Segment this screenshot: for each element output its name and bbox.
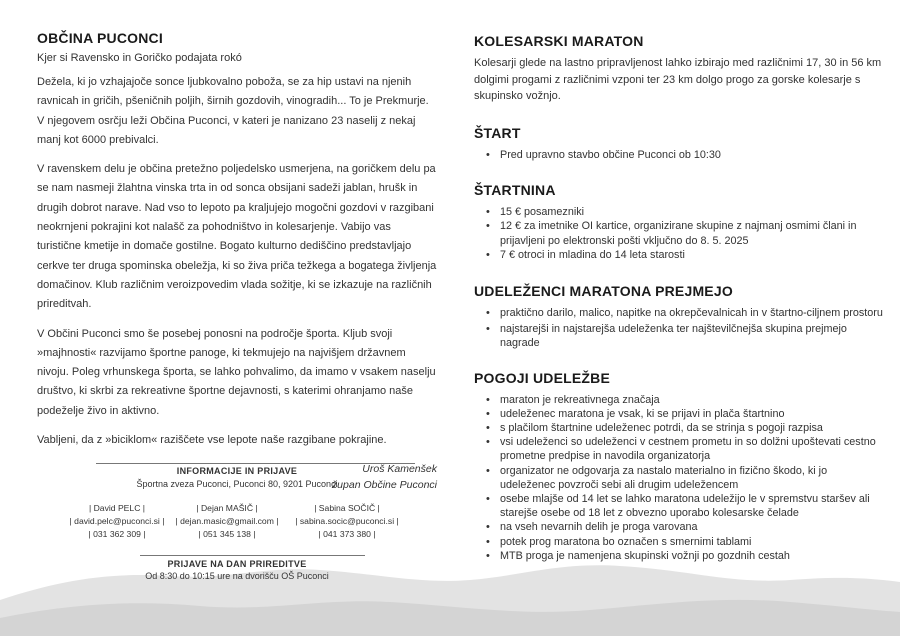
- info-title: INFORMACIJE IN PRIJAVE: [176, 466, 298, 476]
- contact-item: [68, 502, 166, 541]
- fee-list: [474, 205, 884, 263]
- paragraph-3: V Občini Puconci smo še posebej ponosni na področje športa. Kljub svoji »majhnosti« razvijamo športne panoge, ki tekmujejo na najvišjem državnem nivoju. Poleg vrhunskega športa, se lahko pohvalimo, da imamo v vsakem naselju društvo, ki skrbi za rekreativne športne dejavnosti, s katerimi ohranjamo naše podeželje živo in aktivno.: [37, 327, 436, 417]
- receive-title: UDELEŽENCI MARATONA PREJMEJO: [474, 282, 733, 299]
- fee-title: ŠTARTNINA: [474, 181, 556, 198]
- list-item: • osebe mlajše od 14 let se lahko maratona udeležijo le v spremstvu staršev ali starejše osebe od 18 let z obvezno uporabo kolesarske čelade: [484, 492, 884, 520]
- left-column: [37, 30, 437, 493]
- contact-item: [288, 502, 406, 541]
- list-item: • 12 € za imetnike OI kartice, organizirane skupine z najmanj osmimi člani in prijavljeni po elektronski pošti vključno do 8. 5. 2025: [484, 219, 884, 248]
- contact-email: | dejan.masic@gmail.com |: [175, 516, 279, 526]
- right-column: [474, 33, 884, 563]
- start-title: ŠTART: [474, 124, 521, 141]
- conditions-list: [474, 393, 884, 563]
- signature-name: Uroš Kamenšek: [362, 463, 437, 476]
- receive-section: [474, 283, 884, 350]
- start-list: [474, 148, 884, 162]
- list-item: • 7 € otroci in mladina do 14 leta starosti: [484, 248, 884, 263]
- info-block: [37, 466, 437, 541]
- paragraph-2: V ravenskem delu je občina pretežno poljedelsko usmerjena, na goričkem delu pa se nam nasmeji žlahtna vinska trta in od sonca obsijani sadeži jablan, hrušk in drugih dobrot narave. Nad vso to lepoto pa kraljujejo mogočni gozdovi v razgibani neokrnjeni pokrajini kot nalašč za pohodništvo in kolesarjenje. Vabijo vas turistične kmetije in domače gostilne. Bogato kulturno dediščino predstavljajo cerkve ter druga spominska obeležja, ki so živa priča težkega a bogatega življenja domačinov. Klub različnim veroizpovedim vlada sožitje, ki se izkazuje na različnih prireditvah.: [37, 163, 437, 311]
- contact-email: | david.pelc@puconci.si |: [69, 516, 165, 526]
- day-registration-text: Od 8:30 do 10:15 ure na dvorišču OŠ Puconci: [145, 571, 329, 581]
- fee-section: [474, 182, 884, 263]
- contact-item: [172, 502, 282, 541]
- paragraph-1: Dežela, ki jo vzhajajoče sonce ljubkovalno poboža, se za hip ustavi na njenih ravnicah in gričih, pšeničnih poljih, širnih gozdovih, vinogradih... To je Prekmurje. V njegovem osrčju leži Občina Puconci, v kateri je nanizano 23 naselij z nekaj manj kot 6000 prebivalci.: [37, 76, 429, 146]
- contacts: [37, 502, 437, 541]
- contact-email: | sabina.socic@puconci.si |: [295, 516, 399, 526]
- list-item: • MTB proga je namenjena skupinski vožnji po gozdnih cestah: [484, 549, 884, 563]
- signature-role: župan Občine Puconci: [331, 479, 437, 492]
- conditions-section: [474, 370, 884, 563]
- list-item: • potek prog maratona bo označen s smernimi tablami: [484, 535, 884, 549]
- contact-name: | David PELC |: [88, 503, 146, 513]
- marathon-title: KOLESARSKI MARATON: [474, 33, 644, 49]
- list-item: • Pred upravno stavbo občine Puconci ob 10:30: [484, 148, 884, 162]
- day-registration-title: PRIJAVE NA DAN PRIREDITVE: [167, 559, 307, 569]
- receive-list: [474, 306, 884, 350]
- list-item: • vsi udeleženci so udeleženci v cestnem prometu in so dolžni upoštevati cestno prometne predpise in navodila organizatorja: [484, 435, 884, 463]
- list-item: • praktično darilo, malico, napitke na okrepčevalnicah in v štartno-ciljnem prostoru: [484, 306, 884, 320]
- list-item: • najstarejši in najstarejša udeleženka ter najštevilčnejša skupina prejmejo nagrade: [484, 322, 884, 350]
- contact-phone: | 051 345 138 |: [198, 529, 256, 539]
- contact-name: | Sabina SOČIČ |: [314, 503, 380, 513]
- list-item: • udeleženec maratona je vsak, ki se prijavi in plača štartnino: [484, 407, 884, 421]
- divider-top: [96, 463, 415, 464]
- list-item: • maraton je rekreativnega značaja: [484, 393, 884, 407]
- list-item: • na vseh nevarnih delih je proga varovana: [484, 520, 884, 534]
- left-title: OBČINA PUCONCI: [37, 30, 163, 46]
- contact-name: | Dejan MAŠIČ |: [196, 503, 258, 513]
- marathon-intro: Kolesarji glede na lastno pripravljenost lahko izbirajo med različnimi 17, 30 in 56 km dolgimi progami z različnimi vzponi ter 23 km dolgo progo za gorske kolesarje s skupinsko vožnjo.: [474, 57, 882, 102]
- info-organization: Športna zveza Puconci, Puconci 80, 9201 Puconci: [136, 479, 338, 489]
- divider-bottom: [140, 555, 365, 556]
- list-item: • 15 € posamezniki: [484, 205, 884, 220]
- paragraph-4: Vabljeni, da z »biciklom« raziščete vse lepote naše razgibane pokrajine.: [37, 434, 387, 447]
- left-subtitle: Kjer si Ravensko in Goričko podajata rokó: [37, 52, 242, 64]
- list-item: • organizator ne odgovarja za nastalo materialno in fizično škodo, ki jo udeleženec povzroči sebi ali drugim udeležencem: [484, 464, 884, 492]
- contact-phone: | 031 362 309 |: [88, 529, 146, 539]
- conditions-title: POGOJI UDELEŽBE: [474, 369, 611, 386]
- start-section: [474, 125, 884, 162]
- contact-phone: | 041 373 380 |: [318, 529, 376, 539]
- list-item: • s plačilom štartnine udeleženec potrdi, da se strinja s pogoji razpisa: [484, 421, 884, 435]
